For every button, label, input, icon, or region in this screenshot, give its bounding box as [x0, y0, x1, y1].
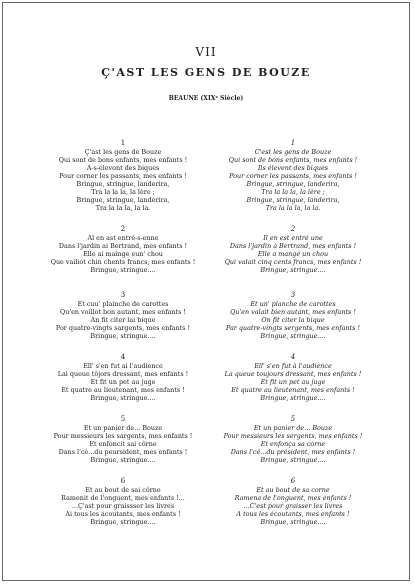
verse-line: Pour messieurs les sergents, mes enfants ! — [223, 432, 363, 440]
verse-line: Bringue, stringue.... — [90, 518, 156, 526]
verse-line: A-s-élevont des biques — [86, 164, 160, 172]
verse-line: Qui valait cinq cents francs, mes enfants ! — [224, 258, 362, 266]
left-verse-4 — [38, 353, 208, 402]
verse-line: Dans l'cé...du peursident, mes enfants ! — [58, 448, 188, 456]
verse-line: Bringue, stringue, landerira, — [246, 196, 340, 204]
verse-number: 5 — [290, 415, 296, 423]
verse-line: Bringue, stringue.... — [260, 394, 326, 402]
verse-line: Dans l'cé...du président, mes enfants ! — [230, 448, 356, 456]
verse-line: Qu'en voillot bon autant, mes enfants ! — [59, 308, 186, 316]
verse-line: Elle ai mainge eun' chou — [83, 250, 163, 258]
verse-line: Par quatre-vingts sergents, mes enfants ! — [225, 324, 361, 332]
verse-number: 5 — [120, 415, 126, 423]
verse-line: Tra la la la, la la. — [265, 204, 321, 212]
verse-line: C'est les gens de Bouze — [254, 148, 332, 156]
verse-line: An fit citer lai bique — [90, 316, 156, 324]
verse-line: Ramenit de l'onguent, mes enfants !... — [61, 494, 185, 502]
verse-line: Bringue, stringue.... — [260, 518, 326, 526]
verse-number: 4 — [120, 353, 126, 361]
verse-line: Ai tous les acoutants, mes enfants ! — [65, 510, 181, 518]
verse-line: Lai queue tôjors dressant, mes enfants ! — [57, 370, 189, 378]
verse-number: 3 — [290, 291, 296, 299]
right-verse-1 — [208, 139, 378, 212]
verse-number: 1 — [290, 139, 296, 147]
verse-line: Ell' s'en fut à l'audience — [254, 362, 332, 370]
verse-number: 1 — [120, 139, 126, 147]
left-verse-2 — [38, 225, 208, 274]
verse-line: Bringue, stringue.... — [90, 456, 156, 464]
verse-line: Tra la la la, la la. — [95, 204, 151, 212]
verse-line: Bringue, stringue.... — [90, 394, 156, 402]
verse-line: Bringue, stringue.... — [90, 266, 156, 274]
verse-line: On fit citer la bique — [261, 316, 325, 324]
verse-line: Et quatre au lieutenant, mes enfants ! — [61, 386, 185, 394]
verse-line: Bringue, stringue.... — [260, 456, 326, 464]
song-subtitle: BEAUNE (XIXᵉ Siècle) — [168, 95, 244, 102]
verse-line: Il en est entré une — [263, 234, 323, 242]
left-verse-3 — [38, 291, 208, 340]
chapter-number: VII — [195, 45, 217, 59]
verse-line: Et au bout de sa corne — [256, 486, 330, 494]
left-verse-1 — [38, 139, 208, 212]
verse-line: Ç'ast les gens de Bouze — [84, 148, 162, 156]
verse-line: Ell' s'en fut ai l'audience — [83, 362, 163, 370]
verse-line: Et fit un pet au juge — [260, 378, 326, 386]
verse-number: 6 — [290, 477, 296, 485]
verse-line: Bringue, stringue.... — [260, 266, 326, 274]
right-verse-3 — [208, 291, 378, 340]
verse-number: 6 — [120, 477, 126, 485]
verse-line: ...Ç'ast pour graissser les livres — [71, 502, 175, 510]
verse-line: Por quatre-vingts sargents, mes enfants ! — [55, 324, 191, 332]
verse-number: 2 — [290, 225, 296, 233]
verse-line: Pour corner les passants, mes enfants ! — [59, 172, 187, 180]
left-verse-6 — [38, 477, 208, 526]
verse-line: Dans l'jardin à Bertrand, mes enfants ! — [229, 242, 357, 250]
verse-line: Et un' planche de carottes — [250, 300, 336, 308]
verse-line: Bringue, stringue.... — [260, 332, 326, 340]
verse-number: 4 — [290, 353, 296, 361]
verse-line: Et un panier de... Bouze — [253, 424, 333, 432]
verse-line: A tous les écoutants, mes enfants ! — [236, 510, 350, 518]
song-title: Ç'AST LES GENS DE BOUZE — [101, 66, 311, 79]
verse-line: Qu'en valait bien autant, mes enfants ! — [230, 308, 356, 316]
right-verse-2 — [208, 225, 378, 274]
verse-line: Al en ast entré-s-enne — [87, 234, 159, 242]
verse-line: Et enfonça sa corne — [260, 440, 326, 448]
verse-line: Et quatre au lieutenant, mes enfants ! — [231, 386, 355, 394]
right-verse-5 — [208, 415, 378, 464]
verse-line: Bringue, stringue, landerira, — [76, 196, 170, 204]
verse-number: 3 — [120, 291, 126, 299]
verse-line: Et fit un pet au juge — [90, 378, 156, 386]
verse-line: Que vailiot chin chents francs, mes enfants ! — [50, 258, 196, 266]
verse-line: Elle a mangé un chou — [257, 250, 329, 258]
verse-line: Pour messieurs les sargents, mes enfants ! — [53, 432, 193, 440]
document-page — [2, 2, 410, 581]
verse-line: Et un panier de... Bouze — [83, 424, 163, 432]
verse-line: Bringue, stringue, landerira, — [76, 180, 170, 188]
right-verse-6 — [208, 477, 378, 526]
verse-line: Tra la la la, la lère ; — [91, 188, 155, 196]
verse-line: Qui sont de bons enfants, mes enfants ! — [228, 156, 358, 164]
verse-line: Bringue, stringue, landerira, — [246, 180, 340, 188]
verse-line: Ramena de l'onguent, mes enfants ! — [234, 494, 352, 502]
verse-line: Bringue, stringue.... — [90, 332, 156, 340]
verse-line: Et au bout de sai côrne — [85, 486, 161, 494]
right-verse-4 — [208, 353, 378, 402]
verse-line: Et cuu' plainche de carottes — [77, 300, 169, 308]
verse-line: Ils élevent des biques — [257, 164, 329, 172]
verse-line: Tra la la la, la lère ; — [261, 188, 325, 196]
verse-line: La queue toujours dressant, mes enfants ! — [224, 370, 362, 378]
verse-line: ...C'est pour graisser les livres — [243, 502, 343, 510]
verse-line: Et enfoncit sai côrne — [89, 440, 157, 448]
verse-line: Dans l'jardin ai Bertrand, mes enfants ! — [58, 242, 188, 250]
verse-line: Qui sont de bons enfants, mes enfants ! — [58, 156, 188, 164]
verse-line: Pour corner les passants, mes enfants ! — [229, 172, 357, 180]
left-verse-5 — [38, 415, 208, 464]
verse-number: 2 — [120, 225, 126, 233]
